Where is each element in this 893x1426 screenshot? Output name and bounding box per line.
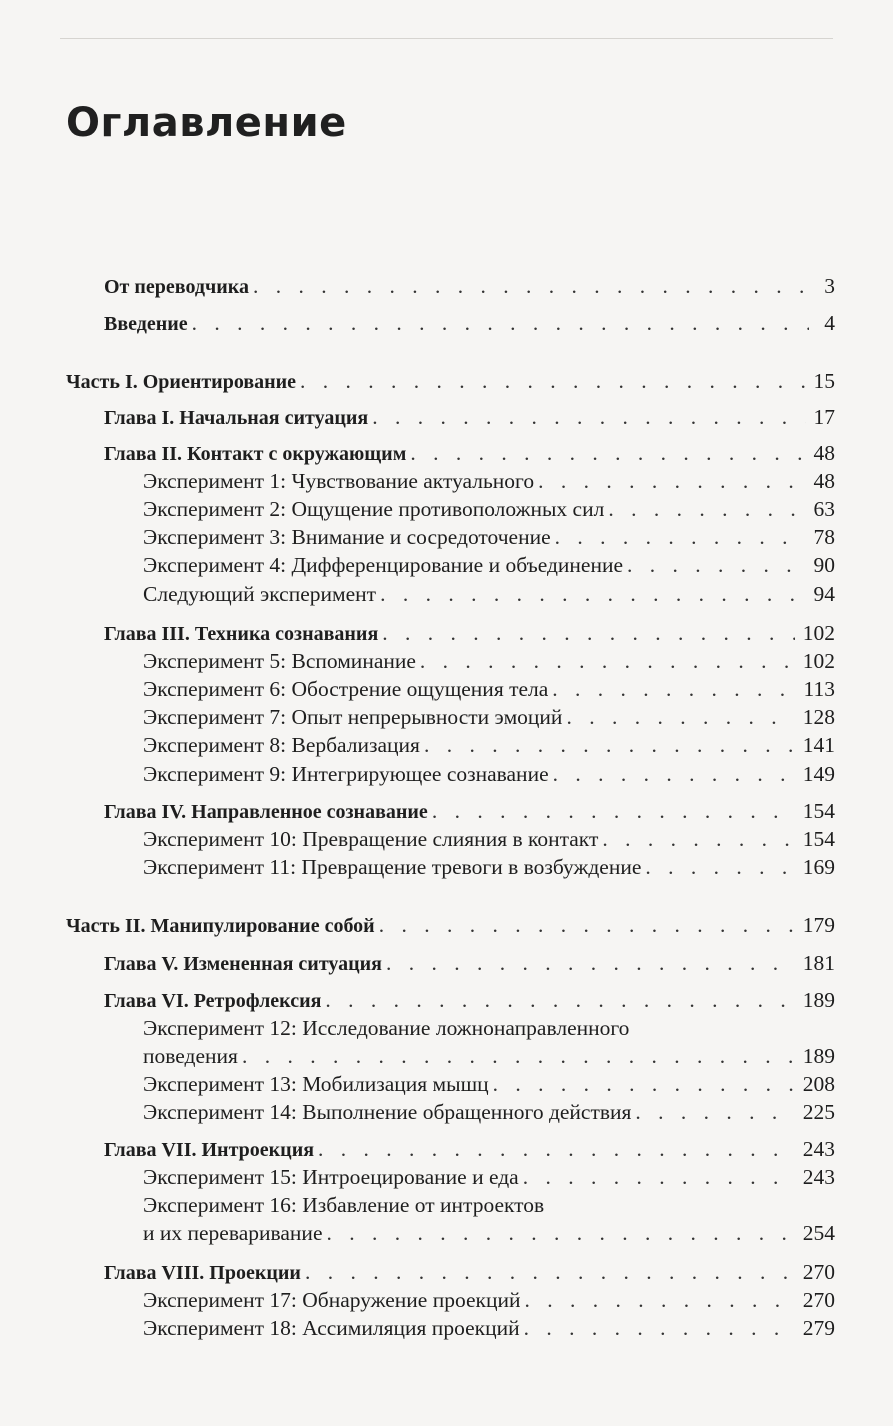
toc-entry-page: 243 [802, 1137, 835, 1161]
toc-entry-page: 154 [802, 827, 835, 851]
leader-dots [524, 1314, 795, 1342]
toc-section[interactable] [143, 1098, 835, 1126]
leader-dots [410, 439, 805, 467]
page-title: Оглавление [66, 100, 347, 146]
leader-dots [525, 1286, 795, 1314]
leader-dots [379, 911, 795, 939]
toc-section[interactable] [143, 760, 835, 788]
toc-entry-page: 48 [813, 469, 835, 493]
toc-section[interactable] [143, 1163, 835, 1191]
toc-section-first-line[interactable]: Эксперимент 16: Избавление от интроектов [143, 1193, 545, 1217]
toc-entry-page: 154 [802, 799, 835, 823]
toc-section[interactable] [143, 703, 835, 731]
leader-dots [300, 367, 805, 395]
leader-dots [432, 797, 795, 825]
toc-entry-label: Эксперимент 15: Интроецирование и еда [143, 1165, 519, 1189]
leader-dots [424, 731, 795, 759]
leader-dots [325, 986, 794, 1014]
toc-section[interactable] [143, 495, 835, 523]
toc-section[interactable] [143, 580, 835, 608]
toc-entry-label: Эксперимент 6: Обострение ощущения тела [143, 677, 549, 701]
toc-entry-page: 48 [813, 441, 835, 465]
toc-section[interactable] [143, 1070, 835, 1098]
toc-section[interactable] [143, 731, 835, 759]
toc-entry-label: Глава VIII. Проекции [104, 1262, 301, 1284]
toc-entry-label: Эксперимент 5: Вспоминание [143, 649, 416, 673]
toc-entry-label: Глава IV. Направленное сознавание [104, 801, 428, 823]
toc-chapter[interactable] [104, 797, 835, 826]
toc-entry-page: 225 [802, 1100, 835, 1124]
toc-entry-label: Эксперимент 3: Внимание и сосредоточение [143, 525, 551, 549]
toc-entry-page: 169 [802, 855, 835, 879]
toc-entry-label: Эксперимент 1: Чувствование актуального [143, 469, 535, 493]
toc-entry-label: Эксперимент 9: Интегрирующее сознавание [143, 762, 549, 786]
toc-section[interactable] [143, 1042, 835, 1070]
toc-entry-label: Эксперимент 17: Обнаружение проекций [143, 1288, 521, 1312]
toc-chapter[interactable] [104, 986, 835, 1015]
toc-chapter[interactable] [104, 403, 835, 432]
toc-section[interactable] [143, 675, 835, 703]
toc-entry-page: 189 [802, 1044, 835, 1068]
toc-entry-label: Глава V. Измененная ситуация [104, 953, 382, 975]
toc-entry-label: Часть I. Ориентирование [66, 371, 297, 393]
toc-entry-page: 63 [813, 497, 835, 521]
leader-dots [566, 703, 794, 731]
toc-entry-page: 15 [813, 369, 835, 393]
toc-entry-page: 279 [802, 1316, 835, 1340]
toc-section[interactable] [143, 523, 835, 551]
toc-section[interactable] [143, 467, 835, 495]
toc-entry-page: 102 [802, 621, 835, 645]
toc-entry-label: Глава I. Начальная ситуация [104, 407, 369, 429]
toc-entry-label: Глава VI. Ретрофлексия [104, 990, 322, 1012]
leader-dots [493, 1070, 795, 1098]
toc-entry-page: 254 [802, 1221, 835, 1245]
leader-dots [192, 309, 809, 337]
toc-entry[interactable] [104, 272, 835, 301]
toc-section[interactable] [143, 825, 835, 853]
toc-entry-label: Эксперимент 8: Вербализация [143, 733, 420, 757]
toc-entry-label: Эксперимент 2: Ощущение противоположных сил [143, 497, 605, 521]
toc-entry-page: 270 [802, 1260, 835, 1284]
leader-dots [627, 551, 805, 579]
toc-entry-page: 113 [803, 677, 835, 701]
leader-dots [552, 675, 795, 703]
leader-dots [420, 647, 795, 675]
leader-dots [602, 825, 794, 853]
toc-entry-label: Следующий эксперимент [143, 582, 377, 606]
toc-entry-page: 3 [824, 274, 835, 298]
toc-entry-page: 128 [802, 705, 835, 729]
toc-entry-page: 4 [824, 311, 835, 335]
toc-entry[interactable] [104, 309, 835, 338]
toc-section[interactable] [143, 551, 835, 579]
toc-entry-page: 94 [813, 582, 835, 606]
toc-entry-continuation: поведения [143, 1044, 238, 1068]
toc-section[interactable] [143, 1219, 835, 1247]
leader-dots [382, 619, 794, 647]
leader-dots [608, 495, 805, 523]
toc-part[interactable] [66, 367, 835, 396]
toc-entry-page: 208 [802, 1072, 835, 1096]
toc-entry-page: 179 [802, 913, 835, 937]
toc-entry-label: Часть II. Манипулирование собой [66, 915, 375, 937]
toc-chapter[interactable] [104, 619, 835, 648]
toc-entry-page: 78 [813, 525, 835, 549]
toc-entry-label: Эксперимент 18: Ассимиляция проекций [143, 1316, 520, 1340]
toc-section[interactable] [143, 647, 835, 675]
toc-entry-label: Эксперимент 10: Превращение слияния в контакт [143, 827, 599, 851]
toc-entry-page: 181 [802, 951, 835, 975]
toc-entry-label: Эксперимент 13: Мобилизация мышц [143, 1072, 489, 1096]
toc-entry-page: 102 [802, 649, 835, 673]
toc-chapter[interactable] [104, 1135, 835, 1164]
toc-entry-page: 90 [813, 553, 835, 577]
toc-entry-label: Глава VII. Интроекция [104, 1139, 315, 1161]
toc-entry-page: 243 [802, 1165, 835, 1189]
toc-entry-page: 141 [802, 733, 835, 757]
toc-entry-label: Глава II. Контакт с окружающим [104, 443, 407, 465]
leader-dots [555, 523, 806, 551]
toc-section[interactable] [143, 1286, 835, 1314]
toc-entry-page: 17 [813, 405, 835, 429]
toc-entry-label: Введение [104, 313, 188, 335]
toc-entry-continuation: и их переваривание [143, 1221, 323, 1245]
leader-dots [253, 272, 809, 300]
leader-dots [242, 1042, 795, 1070]
toc-section[interactable] [143, 1314, 835, 1342]
toc-section[interactable] [143, 853, 835, 881]
leader-dots [318, 1135, 795, 1163]
leader-dots [380, 580, 805, 608]
leader-dots [645, 853, 794, 881]
leader-dots [553, 760, 795, 788]
toc-entry-label: Эксперимент 4: Дифференцирование и объединение [143, 553, 624, 577]
leader-dots [635, 1098, 794, 1126]
leader-dots [372, 403, 805, 431]
toc-entry-page: 189 [802, 988, 835, 1012]
toc-entry-page: 149 [802, 762, 835, 786]
toc-chapter[interactable] [104, 949, 835, 978]
page-header-rule [60, 38, 833, 39]
leader-dots [538, 467, 805, 495]
leader-dots [327, 1219, 795, 1247]
toc-entry-label: Эксперимент 14: Выполнение обращенного действия [143, 1100, 632, 1124]
leader-dots [386, 949, 795, 977]
leader-dots [305, 1258, 795, 1286]
toc-section-first-line[interactable]: Эксперимент 12: Исследование ложнонаправленного [143, 1016, 630, 1040]
toc-entry-page: 270 [802, 1288, 835, 1312]
toc-chapter[interactable] [104, 439, 835, 468]
toc-chapter[interactable] [104, 1258, 835, 1287]
toc-entry-label: Эксперимент 11: Превращение тревоги в возбуждение [143, 855, 642, 879]
toc-entry-label: Глава III. Техника сознавания [104, 623, 379, 645]
toc-entry-label: От переводчика [104, 276, 250, 298]
toc-part[interactable] [66, 911, 835, 940]
leader-dots [523, 1163, 795, 1191]
toc-entry-label: Эксперимент 7: Опыт непрерывности эмоций [143, 705, 563, 729]
